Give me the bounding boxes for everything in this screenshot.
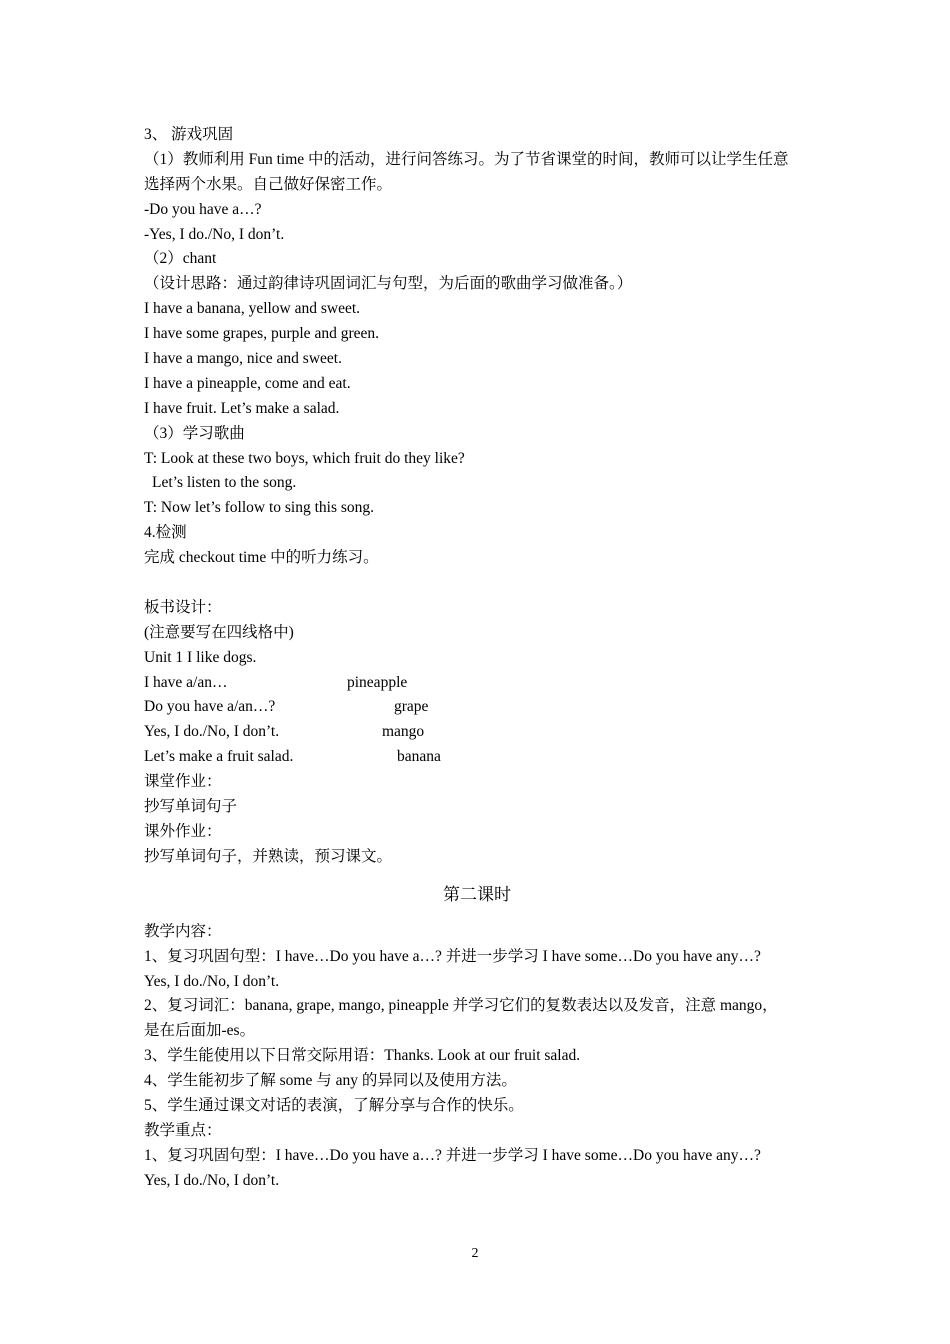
classwork-label: 课堂作业： (144, 773, 222, 791)
key-point-line: 1、复习巩固句型：I have…Do you have a…? 并进一步学习 I have some…Do you have any…? (144, 1146, 761, 1164)
dialogue-line: -Do you have a…? (144, 200, 262, 218)
teacher-line: T: Look at these two boys, which fruit do they like? (144, 449, 465, 467)
paragraph-line: 选择两个水果。自己做好保密工作。 (144, 175, 393, 193)
board-title: 板书设计： (144, 598, 222, 616)
section-heading-check: 4.检测 (144, 524, 187, 542)
key-points-label: 教学重点： (144, 1121, 222, 1139)
page-content (144, 123, 810, 1194)
subsection-heading-chant: （2）chant (144, 250, 217, 268)
paragraph-line: 完成 checkout time 中的听力练习。 (144, 549, 379, 567)
design-note: （设计思路：通过韵律诗巩固词汇与句型，为后面的歌曲学习做准备。） (144, 275, 633, 293)
content-line: 5、学生通过课文对话的表演，了解分享与合作的快乐。 (144, 1096, 524, 1114)
page-number: 2 (471, 1246, 479, 1261)
chant-line: I have some grapes, purple and green. (144, 325, 379, 343)
homework-text: 抄写单词句子，并熟读，预习课文。 (144, 847, 393, 865)
content-line: 是在后面加-es。 (144, 1022, 256, 1040)
board-word: mango (382, 723, 425, 741)
content-line: 4、学生能初步了解 some 与 any 的异同以及使用方法。 (144, 1072, 517, 1090)
content-line: Yes, I do./No, I don’t. (144, 972, 280, 990)
key-point-line: Yes, I do./No, I don’t. (144, 1171, 280, 1189)
board-row (144, 745, 810, 770)
teacher-line: Let’s listen to the song. (152, 474, 297, 492)
board-word: grape (394, 698, 429, 716)
section-heading-game: 3、 游戏巩固 (144, 126, 234, 143)
content-line: 3、学生能使用以下日常交际用语：Thanks. Look at our fruit salad. (144, 1047, 581, 1065)
classwork-text: 抄写单词句子 (144, 798, 238, 816)
content-line: 2、复习词汇：banana, grape, mango, pineapple 并学习它们的复数表达以及发音，注意 mango， (144, 997, 778, 1015)
chant-line: I have fruit. Let’s make a salad. (144, 399, 340, 417)
content-line: 1、复习巩固句型：I have…Do you have a…? 并进一步学习 I have some…Do you have any…? (144, 947, 761, 965)
board-word: banana (397, 748, 441, 766)
chant-line: I have a banana, yellow and sweet. (144, 300, 361, 318)
chant-line: I have a pineapple, come and eat. (144, 374, 351, 392)
subsection-heading-song: （3）学习歌曲 (144, 424, 245, 442)
homework-label: 课外作业： (144, 822, 222, 840)
board-sentence: Do you have a/an…? (144, 698, 276, 716)
board-row (144, 695, 810, 720)
board-word: pineapple (347, 673, 408, 691)
board-unit: Unit 1 I like dogs. (144, 648, 257, 666)
board-sentence: Let’s make a fruit salad. (144, 748, 294, 766)
blank-line (144, 571, 810, 596)
board-sentence: I have a/an… (144, 673, 228, 691)
content-label: 教学内容： (144, 922, 222, 940)
board-row (144, 671, 810, 696)
dialogue-line: -Yes, I do./No, I don’t. (144, 225, 285, 243)
lesson-heading: 第二课时 (443, 884, 511, 904)
board-sentence: Yes, I do./No, I don’t. (144, 723, 280, 741)
board-note: (注意要写在四线格中) (144, 623, 294, 641)
board-row (144, 720, 810, 745)
paragraph-line: （1）教师利用 Fun time 中的活动，进行问答练习。为了节省课堂的时间，教师可以让学生任意 (144, 150, 789, 168)
chant-line: I have a mango, nice and sweet. (144, 350, 342, 368)
teacher-line: T: Now let’s follow to sing this song. (144, 499, 375, 517)
